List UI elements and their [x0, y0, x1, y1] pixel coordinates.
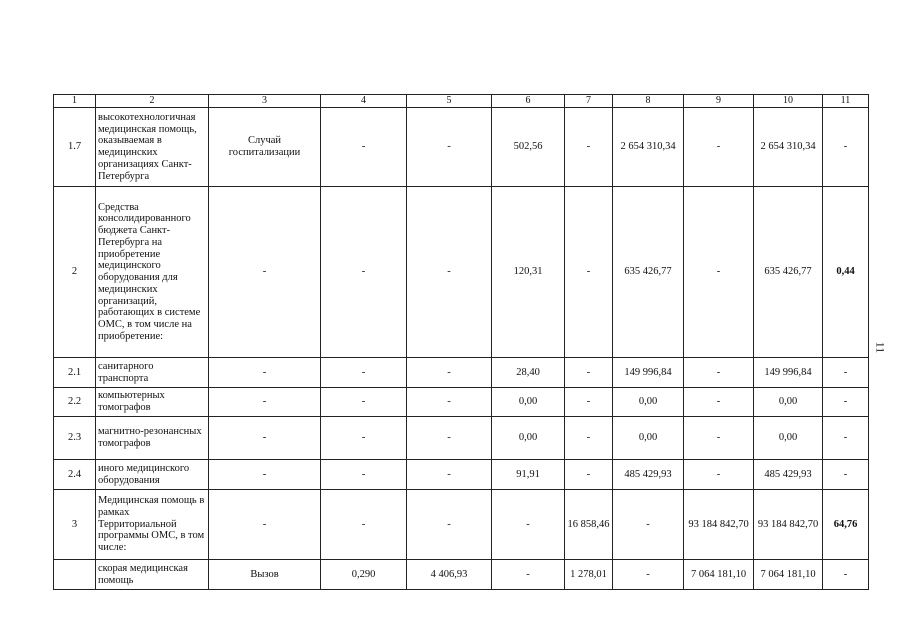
data-cell: - [684, 358, 754, 388]
data-cell: 149 996,84 [613, 358, 684, 388]
row-number: 2.4 [54, 460, 96, 490]
data-cell: - [565, 417, 613, 460]
page-number: 11 [873, 341, 888, 354]
column-header: 7 [565, 95, 613, 108]
data-cell: 7 064 181,10 [754, 560, 823, 590]
data-cell: - [321, 417, 407, 460]
row-number: 2.1 [54, 358, 96, 388]
row-number: 2 [54, 187, 96, 358]
data-cell: - [321, 490, 407, 560]
data-cell: 120,31 [492, 187, 565, 358]
column-header: 11 [823, 95, 869, 108]
column-header: 5 [407, 95, 492, 108]
data-cell: 0,44 [823, 187, 869, 358]
data-cell: - [565, 187, 613, 358]
row-number: 1.7 [54, 108, 96, 187]
financing-table [53, 94, 869, 590]
table-row [54, 490, 869, 560]
data-cell: - [407, 460, 492, 490]
data-cell: - [407, 108, 492, 187]
row-number: 2.3 [54, 417, 96, 460]
table-row [54, 187, 869, 358]
data-cell: 0,00 [613, 417, 684, 460]
data-cell: - [565, 358, 613, 388]
data-cell: 91,91 [492, 460, 565, 490]
column-header: 9 [684, 95, 754, 108]
data-cell: - [321, 460, 407, 490]
row-name: Средства консолидированного бюджета Санкт-Петербурга на приобретение медицинского оборудования для медицинских организаций, работающих в системе ОМС, в том числе на приобретение: [96, 187, 209, 358]
data-cell: - [684, 460, 754, 490]
data-cell: 64,76 [823, 490, 869, 560]
data-cell: - [565, 108, 613, 187]
data-cell: 93 184 842,70 [684, 490, 754, 560]
data-cell: - [823, 358, 869, 388]
data-cell: - [321, 108, 407, 187]
table-row [54, 388, 869, 417]
data-cell: - [613, 490, 684, 560]
column-header: 2 [96, 95, 209, 108]
unit-cell: Вызов [209, 560, 321, 590]
unit-cell: Случай госпитализации [209, 108, 321, 187]
column-header: 6 [492, 95, 565, 108]
data-cell: 0,00 [492, 417, 565, 460]
data-cell: 485 429,93 [754, 460, 823, 490]
unit-cell: - [209, 358, 321, 388]
row-name: санитарного транспорта [96, 358, 209, 388]
unit-cell: - [209, 490, 321, 560]
data-cell: - [823, 560, 869, 590]
row-name: компьютерных томографов [96, 388, 209, 417]
data-cell: - [823, 417, 869, 460]
data-cell: 28,40 [492, 358, 565, 388]
column-number-row [54, 95, 869, 108]
data-cell: 0,00 [754, 388, 823, 417]
data-cell: 502,56 [492, 108, 565, 187]
row-name: скорая медицинская помощь [96, 560, 209, 590]
data-cell: 1 278,01 [565, 560, 613, 590]
table-row [54, 358, 869, 388]
data-cell: 0,00 [754, 417, 823, 460]
column-header: 4 [321, 95, 407, 108]
data-cell: 0,00 [613, 388, 684, 417]
row-number [54, 560, 96, 590]
row-name: высокотехнологичная медицинская помощь, оказываемая в медицинских организациях Санкт-Петербурга [96, 108, 209, 187]
row-name: иного медицинского оборудования [96, 460, 209, 490]
row-name: Медицинская помощь в рамках Территориальной программы ОМС, в том числе: [96, 490, 209, 560]
data-cell: 0,290 [321, 560, 407, 590]
data-cell: - [321, 388, 407, 417]
data-cell: 16 858,46 [565, 490, 613, 560]
data-cell: - [684, 417, 754, 460]
column-header: 3 [209, 95, 321, 108]
data-cell: 149 996,84 [754, 358, 823, 388]
table-row [54, 108, 869, 187]
row-name: магнитно-резонансных томографов [96, 417, 209, 460]
data-cell: - [321, 358, 407, 388]
data-cell: 7 064 181,10 [684, 560, 754, 590]
unit-cell: - [209, 187, 321, 358]
unit-cell: - [209, 460, 321, 490]
data-cell: 93 184 842,70 [754, 490, 823, 560]
data-cell: - [823, 108, 869, 187]
data-cell: 635 426,77 [754, 187, 823, 358]
data-cell: - [492, 560, 565, 590]
data-cell: - [565, 460, 613, 490]
data-cell: - [321, 187, 407, 358]
data-cell: - [492, 490, 565, 560]
column-header: 8 [613, 95, 684, 108]
data-cell: 635 426,77 [613, 187, 684, 358]
data-cell: - [823, 460, 869, 490]
table-row [54, 560, 869, 590]
row-number: 2.2 [54, 388, 96, 417]
data-cell: 0,00 [492, 388, 565, 417]
data-cell: 2 654 310,34 [754, 108, 823, 187]
data-cell: - [407, 417, 492, 460]
column-header: 1 [54, 95, 96, 108]
data-cell: - [613, 560, 684, 590]
data-cell: - [684, 108, 754, 187]
data-cell: - [565, 388, 613, 417]
data-cell: - [407, 388, 492, 417]
table-row [54, 417, 869, 460]
data-cell: - [823, 388, 869, 417]
unit-cell: - [209, 388, 321, 417]
data-cell: - [407, 490, 492, 560]
row-number: 3 [54, 490, 96, 560]
table-row [54, 460, 869, 490]
data-cell: 485 429,93 [613, 460, 684, 490]
data-cell: - [407, 187, 492, 358]
column-header: 10 [754, 95, 823, 108]
data-cell: - [407, 358, 492, 388]
data-cell: 4 406,93 [407, 560, 492, 590]
data-cell: - [684, 187, 754, 358]
data-cell: - [684, 388, 754, 417]
unit-cell: - [209, 417, 321, 460]
data-cell: 2 654 310,34 [613, 108, 684, 187]
